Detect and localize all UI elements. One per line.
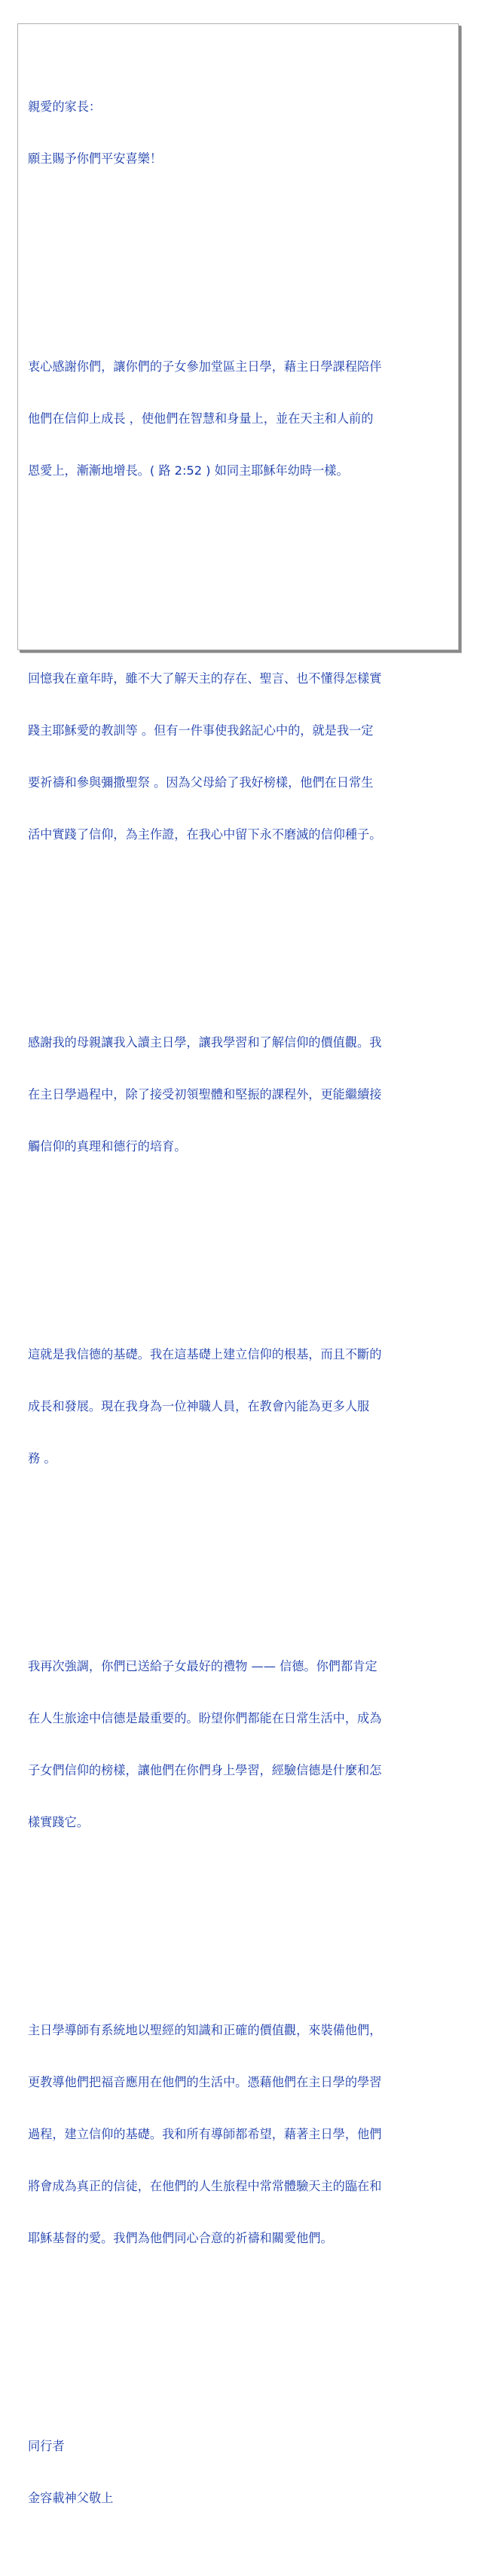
blessing: 願主賜予你們平安喜樂！ bbox=[28, 151, 163, 166]
paragraph-line: 回憶我在童年時，雖不大了解天主的存在、聖言、也不懂得怎樣實 bbox=[28, 671, 382, 686]
spacer bbox=[28, 930, 450, 947]
paragraph-line: 活中實踐了信仰，為主作證，在我心中留下永不磨滅的信仰種子。 bbox=[28, 827, 382, 842]
paragraph-6 bbox=[28, 1987, 450, 2281]
paragraph-line: 觸信仰的真理和德行的培育。 bbox=[28, 1139, 187, 1154]
paragraph-line: 要祈禱和參與彌撒聖祭 。因為父母給了我好榜樣，他們在日常生 bbox=[28, 775, 374, 790]
paragraph-line: 在人生旅途中信德是最重要的。盼望你們都能在日常生活中，成為 bbox=[28, 1711, 382, 1725]
paragraph-line: 這就是我信德的基礎。我在這基礎上建立信仰的根基，而且不斷的 bbox=[28, 1347, 382, 1361]
spacer bbox=[28, 1917, 450, 1935]
closing-line: 同行者 bbox=[28, 2439, 65, 2453]
salutation: 親愛的家長： bbox=[28, 99, 102, 114]
paragraph-line: 成長和發展。現在我身為一位神職人員，在教會內能為更多人服 bbox=[28, 1399, 370, 1413]
paragraph-line: 他們在信仰上成長 ，使他們在智慧和身量上，並在天主和人前的 bbox=[28, 411, 374, 426]
spacer bbox=[28, 1554, 450, 1571]
paragraph-line: 更教導他們把福音應用在他們的生活中。憑藉他們在主日學的學習 bbox=[28, 2075, 382, 2089]
signature: 金容載神父敬上 bbox=[28, 2491, 114, 2505]
paragraph-line: 樣實踐它。 bbox=[28, 1815, 89, 1829]
paragraph-line: 務 。 bbox=[28, 1451, 57, 1465]
paragraph-line: 主日學導師有系統地以聖經的知識和正確的價值觀，來裝備他們， bbox=[28, 2023, 382, 2037]
spacer bbox=[28, 254, 450, 271]
spacer bbox=[28, 566, 450, 583]
paragraph-line: 踐主耶穌愛的教訓等 。但有一件事使我銘記心中的，就是我一定 bbox=[28, 723, 374, 738]
spacer bbox=[28, 2333, 450, 2351]
paragraph-line: 我再次強調，你們已送給子女最好的禮物 —— 信德。你們都肯定 bbox=[28, 1659, 377, 1673]
greeting bbox=[28, 63, 450, 202]
paragraph-line: 子女們信仰的榜樣，讓他們在你們身上學習，經驗信德是什麼和怎 bbox=[28, 1763, 382, 1777]
closing bbox=[28, 2403, 450, 2541]
paragraph-line: 將會成為真正的信徒，在他們的人生旅程中常常體驗天主的臨在和 bbox=[28, 2179, 382, 2193]
spacer bbox=[28, 1242, 450, 1259]
paragraph-line: 感謝我的母親讓我入讀主日學，讓我學習和了解信仰的價值觀。我 bbox=[28, 1035, 382, 1050]
paragraph-line: 恩愛上，漸漸地增長。( 路 2:52 ) 如同主耶穌年幼時一樣。 bbox=[28, 463, 349, 478]
paragraph-line: 過程，建立信仰的基礎。我和所有導師都希望，藉著主日學，他們 bbox=[28, 2127, 382, 2141]
paragraph-5 bbox=[28, 1623, 450, 1866]
paragraph-1 bbox=[28, 323, 450, 514]
letter-body bbox=[28, 29, 450, 2576]
paragraph-2 bbox=[28, 635, 450, 878]
paragraph-4 bbox=[28, 1311, 450, 1502]
paragraph-3 bbox=[28, 999, 450, 1190]
paragraph-line: 在主日學過程中，除了接受初領聖體和堅振的課程外，更能繼續接 bbox=[28, 1087, 382, 1102]
paragraph-line: 衷心感謝你們，讓你們的子女參加堂區主日學，藉主日學課程陪伴 bbox=[28, 359, 382, 374]
paragraph-line: 耶穌基督的愛。我們為他們同心合意的祈禱和關愛他們。 bbox=[28, 2231, 333, 2245]
